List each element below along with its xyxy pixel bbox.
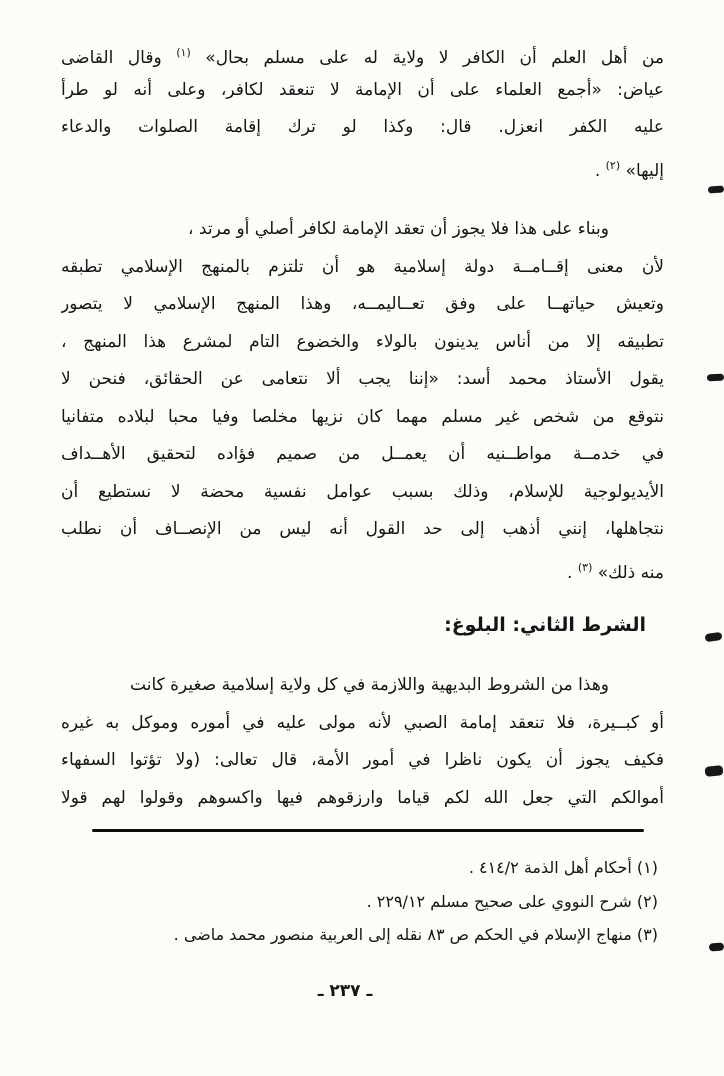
text-line	[61, 34, 664, 72]
paragraph-1	[61, 34, 664, 184]
text-line: عياض: «أجمع العلماء على أن الإمامة لا تنعقد لكافر، وعلى أنه لو طرأ	[61, 79, 664, 100]
text-segment: منه ذلك»	[597, 562, 664, 583]
text-line: وتعيش حياتهــا على وفق تعــاليمــه، وهذا المنهج الإسلامي لا يتصور	[61, 294, 664, 314]
page-number: ـ ٢٣٧ ـ	[317, 981, 373, 1001]
text-segment: .	[567, 562, 573, 583]
text-line: يقول الأستاذ محمد أسد: «إننا يجب ألا نتعامى عن الحقائق، فنحن لا	[61, 369, 664, 389]
footnote-ref-2: (٢)	[605, 158, 621, 172]
text-segment: وقال القاضى	[61, 48, 162, 68]
footnote-1: (١) أحكام أهل الذمة ٤١٤/٢ .	[468, 858, 658, 877]
text-segment: .	[594, 160, 601, 181]
text-segment: إليها»	[625, 160, 664, 181]
text-line: أموالكم التي جعل الله لكم قياما وارزقوهم فيها واكسوهم وقولوا لهم قولا	[61, 787, 664, 808]
text-line	[61, 549, 664, 587]
section-heading: الشرط الثاني: البلوغ:	[444, 614, 646, 636]
scan-artifact	[708, 185, 724, 193]
footnote-ref-1: (١)	[176, 46, 191, 59]
text-line: أو كبــيرة، فلا تنعقد إمامة الصبي لأنه مولى عليه في أموره وموكل به غيره	[61, 712, 664, 733]
text-segment: من أهل العلم أن الكافر لا ولاية له على مسلم بحال»	[205, 48, 664, 68]
text-line: لأن معنى إقــامــة دولة إسلامية هو أن تلتزم بالمنهج الإسلامي تطبقه	[61, 256, 664, 277]
paragraph-2	[61, 211, 664, 586]
text-line: عليه الكفر انعزل. قال: وكذا لو ترك إقامة الصلوات والدعاء	[61, 117, 664, 137]
scan-artifact	[707, 374, 724, 382]
paragraph-3	[61, 667, 664, 817]
scan-artifact	[709, 942, 724, 951]
scan-artifact	[705, 765, 724, 777]
text-line	[61, 147, 664, 185]
footnote-3: (٣) منهاج الإسلام في الحكم ص ٨٣ نقله إلى العربية منصور محمد ماضى .	[173, 925, 658, 944]
text-line: تطبيقه إلا من أناس يدينون بالولاء والخضوع التام لمشرع هذا المنهج ،	[61, 331, 664, 352]
footnotes-block	[78, 851, 658, 952]
text-line: فكيف يجوز أن يكون ناظرا في أمور الأمة، قال تعالى: (ولا تؤتوا السفهاء	[61, 750, 664, 770]
text-line: وبناء على هذا فلا يجوز أن تعقد الإمامة لكافر أصلي أو مرتد ،	[188, 219, 609, 239]
footnote-ref-3: (٣)	[577, 560, 593, 574]
footnote-divider	[92, 829, 644, 832]
footnote-2: (٢) شرح النووي على صحيح مسلم ٢٢٩/١٢ .	[366, 891, 658, 911]
text-line: في خدمــة مواطــنيه أن يعمــل من صميم فؤاده لتحقيق الأهــداف	[61, 444, 664, 464]
scan-artifact	[705, 632, 723, 642]
text-line: نتوقع من شخص غير مسلم مهما كان نزيها مخلصا وفيا محبا لبلاده متفانيا	[61, 406, 664, 427]
text-line: نتجاهلها، إنني أذهب إلى حد القول أنه ليس من الإنصــاف أن نطلب	[61, 519, 664, 539]
text-line: وهذا من الشروط البديهية واللازمة في كل ولاية إسلامية صغيرة كانت	[130, 675, 609, 695]
text-line: الأيديولوجية للإسلام، وذلك بسبب عوامل نفسية محضة لا نستطيع أن	[61, 481, 664, 502]
